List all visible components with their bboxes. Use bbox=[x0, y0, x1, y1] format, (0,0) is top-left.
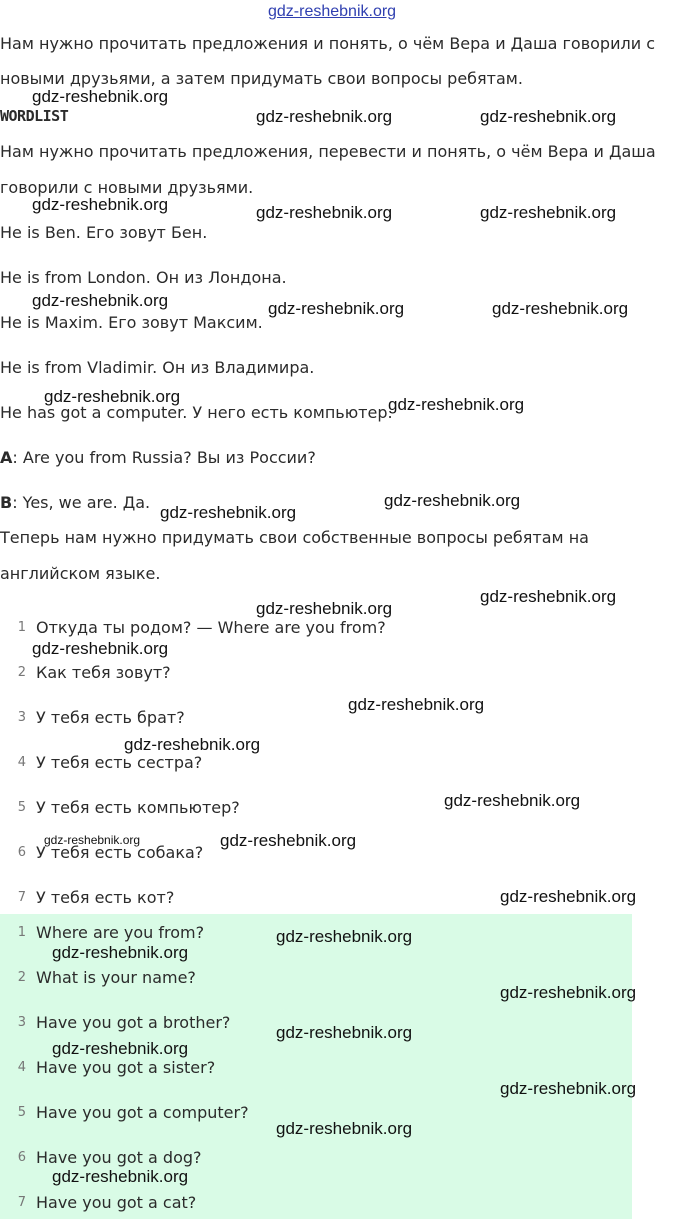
wordlist-heading: WORDLIST bbox=[0, 107, 69, 125]
list-item: Откуда ты родом? — Where are you from? bbox=[36, 618, 386, 637]
list-item-number: 6 bbox=[17, 845, 26, 860]
dialog-line-a bbox=[0, 448, 316, 468]
watermark: gdz-reshebnik.org bbox=[220, 831, 357, 850]
watermark: gdz-reshebnik.org bbox=[32, 291, 169, 310]
list-item: Have you got a dog? bbox=[36, 1148, 202, 1167]
list-item: Have you got a sister? bbox=[36, 1058, 216, 1077]
list-item: У тебя есть сестра? bbox=[36, 753, 203, 772]
watermark: gdz-reshebnik.org bbox=[32, 639, 169, 658]
watermark: gdz-reshebnik.org bbox=[268, 299, 405, 318]
watermark: gdz-reshebnik.org bbox=[444, 791, 581, 810]
watermark: gdz-reshebnik.org bbox=[276, 927, 413, 946]
watermark: gdz-reshebnik.org bbox=[52, 1039, 189, 1058]
watermark: gdz-reshebnik.org bbox=[256, 599, 393, 618]
list-item-number: 4 bbox=[17, 755, 26, 770]
watermark: gdz-reshebnik.org bbox=[44, 833, 141, 847]
sentence: He is Maxim. Его зовут Максим. bbox=[0, 313, 263, 332]
list-item-number: 5 bbox=[17, 1105, 26, 1120]
list-item: Have you got a computer? bbox=[36, 1103, 249, 1122]
wordlist-intro-line-2: говорили с новыми друзьями. bbox=[0, 178, 254, 197]
list-item: У тебя есть компьютер? bbox=[36, 798, 240, 817]
watermark: gdz-reshebnik.org bbox=[500, 983, 637, 1002]
sentence: He is Ben. Его зовут Бен. bbox=[0, 223, 208, 242]
sentence: He has got a computer. У него есть компьютер. bbox=[0, 403, 393, 422]
watermark: gdz-reshebnik.org bbox=[124, 735, 261, 754]
watermark: gdz-reshebnik.org bbox=[480, 587, 617, 606]
watermark: gdz-reshebnik.org bbox=[492, 299, 629, 318]
list-item-number: 4 bbox=[17, 1060, 26, 1075]
list-item-number: 7 bbox=[17, 1195, 26, 1210]
watermark: gdz-reshebnik.org bbox=[500, 1079, 637, 1098]
list-item-number: 3 bbox=[17, 1015, 26, 1030]
watermark: gdz-reshebnik.org bbox=[500, 887, 637, 906]
list-item-number: 3 bbox=[17, 710, 26, 725]
watermark: gdz-reshebnik.org bbox=[256, 203, 393, 222]
list-item: Have you got a cat? bbox=[36, 1193, 197, 1212]
list-item-number: 2 bbox=[17, 970, 26, 985]
list-item: У тебя есть кот? bbox=[36, 888, 175, 907]
list-item: What is your name? bbox=[36, 968, 196, 987]
watermark: gdz-reshebnik.org bbox=[32, 195, 169, 214]
list-item: Как тебя зовут? bbox=[36, 663, 171, 682]
list-item: У тебя есть собака? bbox=[36, 843, 204, 862]
dialog-b-text: : Yes, we are. Да. bbox=[12, 493, 151, 512]
watermark-top: gdz-reshebnik.org bbox=[268, 3, 397, 20]
sentence: He is from Vladimir. Он из Владимира. bbox=[0, 358, 315, 377]
list-item: Where are you from? bbox=[36, 923, 205, 942]
watermark: gdz-reshebnik.org bbox=[52, 943, 189, 962]
watermark: gdz-reshebnik.org bbox=[348, 695, 485, 714]
watermark: gdz-reshebnik.org bbox=[388, 395, 525, 414]
intro-line-1: Нам нужно прочитать предложения и понять, о чём Вера и Даша говорили с bbox=[0, 34, 655, 53]
intro-line-2: новыми друзьями, а затем придумать свои вопросы ребятам. bbox=[0, 69, 523, 88]
dialog-line-b bbox=[0, 493, 150, 513]
watermark: gdz-reshebnik.org bbox=[44, 387, 181, 406]
list-item-number: 2 bbox=[17, 665, 26, 680]
watermark: gdz-reshebnik.org bbox=[276, 1119, 413, 1138]
watermark: gdz-reshebnik.org bbox=[160, 503, 297, 522]
wordlist-intro-line-1: Нам нужно прочитать предложения, перевести и понять, о чём Вера и Даша bbox=[0, 142, 656, 161]
list-item: Have you got a brother? bbox=[36, 1013, 231, 1032]
list-item-number: 6 bbox=[17, 1150, 26, 1165]
sentence: He is from London. Он из Лондона. bbox=[0, 268, 287, 287]
task2-line-1: Теперь нам нужно придумать свои собственные вопросы ребятам на bbox=[0, 528, 589, 547]
list-item-number: 7 bbox=[17, 890, 26, 905]
list-item-number: 1 bbox=[17, 925, 26, 940]
watermark: gdz-reshebnik.org bbox=[480, 203, 617, 222]
speaker-a-label: A bbox=[0, 448, 13, 467]
task2-line-2: английском языке. bbox=[0, 564, 161, 583]
list-item: У тебя есть брат? bbox=[36, 708, 185, 727]
dialog-a-text: : Are you from Russia? Вы из России? bbox=[12, 448, 316, 467]
list-item-number: 1 bbox=[17, 620, 26, 635]
watermark: gdz-reshebnik.org bbox=[256, 107, 393, 126]
watermark: gdz-reshebnik.org bbox=[276, 1023, 413, 1042]
watermark: gdz-reshebnik.org bbox=[52, 1167, 189, 1186]
watermark: gdz-reshebnik.org bbox=[384, 491, 521, 510]
watermark: gdz-reshebnik.org bbox=[32, 87, 169, 106]
list-item-number: 5 bbox=[17, 800, 26, 815]
speaker-b-label: B bbox=[0, 493, 13, 512]
watermark: gdz-reshebnik.org bbox=[480, 107, 617, 126]
